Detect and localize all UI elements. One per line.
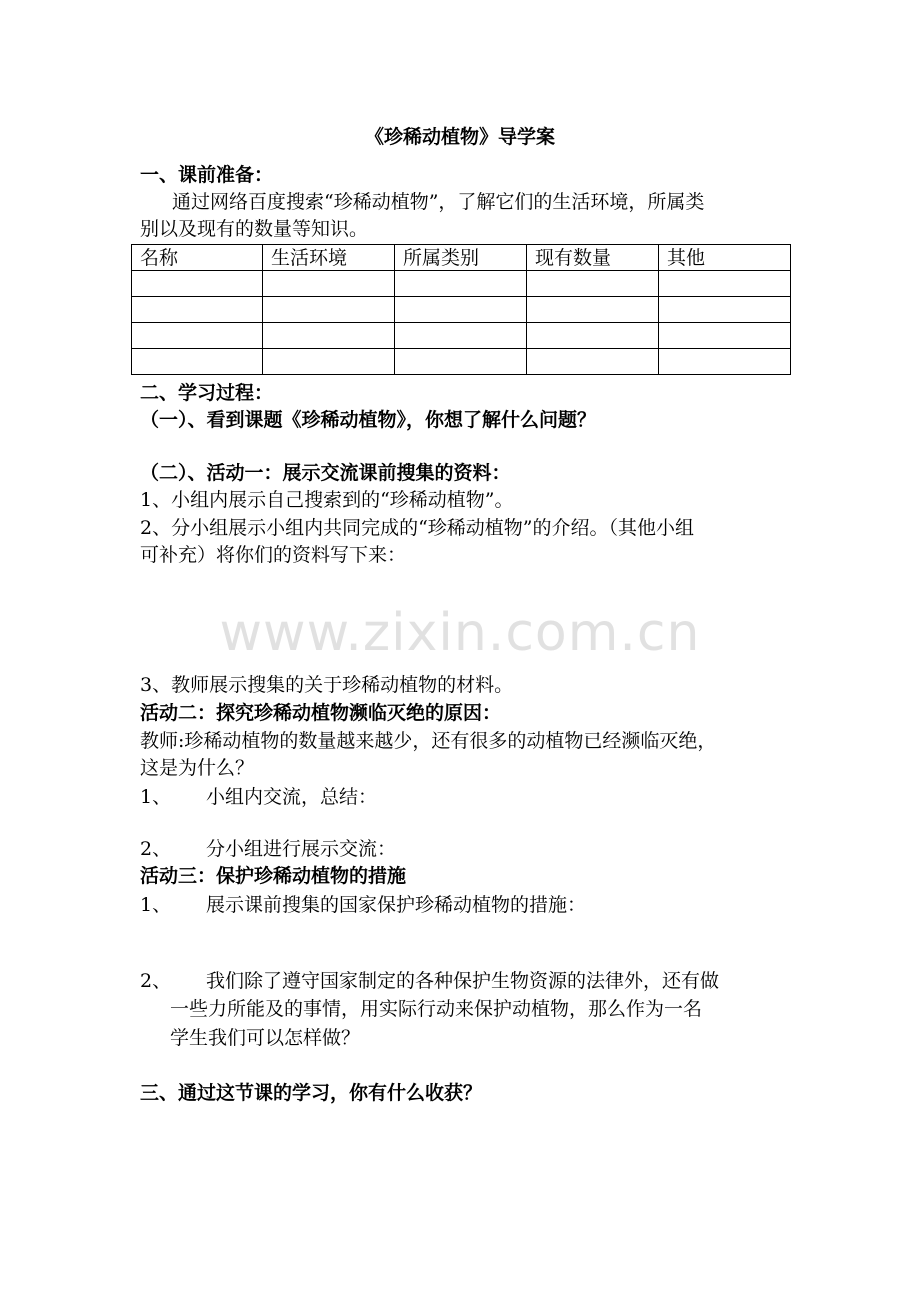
table-cell — [132, 297, 263, 323]
activity1-item2-line2: 可补充）将你们的资料写下来： — [140, 544, 407, 566]
section1-heading: 一、课前准备： — [140, 164, 274, 186]
activity3-item2-line2: 一些力所能及的事情，用实际行动来保护动植物，那么作为一名 — [170, 998, 703, 1020]
table-header-cell: 其他 — [659, 245, 791, 271]
table-cell — [263, 323, 395, 349]
table-cell — [659, 271, 791, 297]
table-header-cell: 现有数量 — [527, 245, 659, 271]
activity1-heading: （二）、活动一：展示交流课前搜集的资料： — [140, 462, 511, 484]
table-cell — [263, 271, 395, 297]
table-cell — [263, 349, 395, 375]
table-cell — [132, 323, 263, 349]
activity3-item2-line3: 学生我们可以怎样做？ — [170, 1027, 361, 1049]
table-cell — [659, 323, 791, 349]
activity3-heading: 活动三：保护珍稀动植物的措施 — [140, 865, 407, 887]
list-text: 展示课前搜集的国家保护珍稀动植物的措施： — [206, 894, 587, 916]
list-text: 小组内交流，总结： — [206, 786, 378, 808]
activity1-item3: 3、教师展示搜集的关于珍稀动植物的材料。 — [140, 674, 514, 696]
activity2-item2 — [140, 837, 396, 861]
table-cell — [395, 297, 527, 323]
table-row — [132, 271, 791, 297]
table-cell — [395, 349, 527, 375]
section2-heading: 二、学习过程： — [140, 382, 274, 404]
section1-intro-line1: 通过网络百度搜索“珍稀动植物”，了解它们的生活环境，所属类 — [172, 191, 705, 213]
table-header-cell: 生活环境 — [263, 245, 395, 271]
list-number: 1、 — [140, 894, 172, 916]
table-cell — [527, 297, 659, 323]
table-header-cell: 名称 — [132, 245, 263, 271]
table-cell — [527, 349, 659, 375]
section3-heading: 三、通过这节课的学习，你有什么收获？ — [140, 1082, 483, 1104]
table-cell — [659, 349, 791, 375]
table-cell — [527, 271, 659, 297]
table-cell — [132, 349, 263, 375]
watermark: www.zixin.com.cn — [219, 603, 701, 663]
list-number: 1、 — [140, 786, 172, 808]
table-cell — [395, 323, 527, 349]
info-table — [131, 244, 791, 375]
document-title: 《珍稀动植物》导学案 — [364, 126, 555, 148]
activity1-item1: 1、小组内展示自己搜索到的“珍稀动植物”。 — [140, 489, 514, 511]
table-cell — [527, 323, 659, 349]
activity2-item1 — [140, 785, 377, 809]
table-cell — [659, 297, 791, 323]
question-one: （一）、看到课题《珍稀动植物》，你想了解什么问题？ — [140, 409, 597, 431]
list-text: 分小组进行展示交流： — [206, 838, 397, 860]
list-number: 2、 — [140, 838, 172, 860]
activity2-heading: 活动二：探究珍稀动植物濒临灭绝的原因： — [140, 702, 502, 724]
table-row — [132, 349, 791, 375]
list-text: 我们除了遵守国家制定的各种保护生物资源的法律外，还有做 — [206, 970, 720, 992]
section1-intro-line2: 别以及现有的数量等知识。 — [140, 218, 369, 240]
table-header-row — [132, 245, 791, 271]
table-header-cell: 所属类别 — [395, 245, 527, 271]
table-cell — [263, 297, 395, 323]
list-number: 2、 — [140, 970, 172, 992]
table-row — [132, 323, 791, 349]
activity2-teacher-line2: 这是为什么？ — [140, 757, 255, 779]
table-cell — [132, 271, 263, 297]
activity2-teacher-line1: 教师:珍稀动植物的数量越来越少，还有很多的动植物已经濒临灭绝， — [140, 730, 717, 752]
table-row — [132, 297, 791, 323]
activity3-item2 — [140, 969, 719, 993]
activity3-item1 — [140, 893, 586, 917]
activity1-item2-line1: 2、分小组展示小组内共同完成的“珍稀动植物”的介绍。（其他小组 — [140, 517, 695, 539]
table-cell — [395, 271, 527, 297]
